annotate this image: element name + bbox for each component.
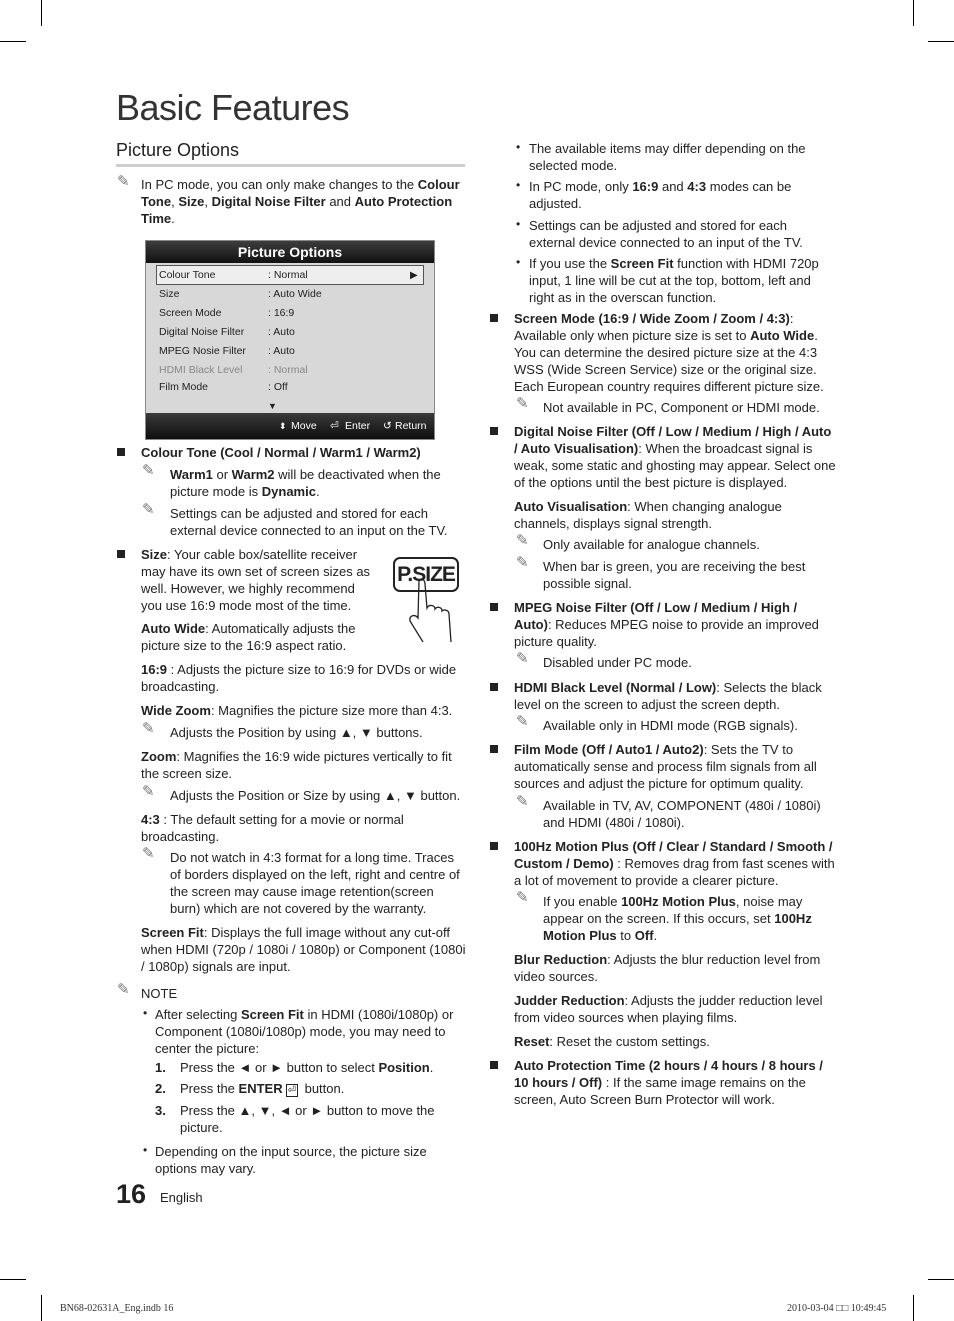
- page-number: 16: [116, 1179, 147, 1209]
- picture-options-osd: [145, 240, 435, 440]
- osd-row[interactable]: Film Mode : Off: [159, 381, 288, 393]
- bullet-dot-icon: •: [143, 1006, 148, 1020]
- motion-plus-note: If you enable 100Hz Motion Plus, noise may appear on the screen. If this occurs, set 100Hz Motion Plus to Off.: [543, 894, 812, 943]
- move-label: Move: [291, 420, 317, 432]
- size-bullet: Settings can be adjusted and stored for each external device connected to an input of the TV.: [529, 218, 803, 250]
- page-language: English: [160, 1190, 203, 1205]
- step-text: Press the ▲, ▼, ◄ or ► button to move the picture.: [180, 1103, 435, 1135]
- bullet-dot-icon: •: [516, 217, 521, 231]
- section-heading: Picture Options: [116, 139, 465, 167]
- colour-tone-note: Warm1 or Warm2 will be deactivated when the picture mode is Dynamic.: [170, 467, 441, 499]
- note-pencil-icon: ✎: [142, 462, 155, 479]
- step-text: Press the ENTER ⏎ button.: [180, 1081, 345, 1096]
- wide-zoom-note: Adjusts the Position by using ▲, ▼ buttons.: [170, 725, 423, 740]
- blur-reduction-text: Blur Reduction: Adjusts the blur reduction level from video sources.: [514, 952, 821, 984]
- note-pencil-icon: ✎: [142, 720, 155, 737]
- hdmi-black-level-text: HDMI Black Level (Normal / Low): Selects the black level on the screen to adjust the screen depth.: [514, 680, 822, 712]
- size-bullet: The available items may differ depending on the selected mode.: [529, 141, 806, 173]
- scroll-down-icon[interactable]: ▼: [268, 401, 277, 411]
- note-pencil-icon: ✎: [516, 650, 529, 667]
- screen-mode-note: Not available in PC, Component or HDMI mode.: [543, 400, 820, 415]
- ratio-43-note: Do not watch in 4:3 format for a long time. Traces of borders displayed on the left, right and centre of the screen may cause image retention(screen burn) which are not covered by the warranty.: [170, 850, 460, 916]
- return-label: Return: [395, 420, 427, 432]
- size-bullet: In PC mode, only 16:9 and 4:3 modes can be adjusted.: [529, 179, 792, 211]
- bullet-dot-icon: •: [516, 255, 521, 269]
- arrow-right-icon: ▶: [410, 270, 418, 281]
- crop-mark: [913, 0, 914, 26]
- film-mode-note: Available in TV, AV, COMPONENT (480i / 1080i) and HDMI (480i / 1080i).: [543, 798, 821, 830]
- hdmi-note: Available only in HDMI mode (RGB signals).: [543, 718, 798, 733]
- auto-visualisation-note: When bar is green, you are receiving the best possible signal.: [543, 559, 806, 591]
- size-bullet: If you use the Screen Fit function with HDMI 720p input, 1 line will be cut at the top, bottom, left and right as in the overscan function.: [529, 256, 819, 305]
- digital-noise-filter-text: Digital Noise Filter (Off / Low / Medium / High / Auto / Auto Visualisation): When the broadcast signal is weak, some static and ghosting may appear. Select one of the options until the best picture is displayed.: [514, 424, 836, 490]
- size-text: Size: Your cable box/satellite receiver may have its own set of screen sizes as well. However, we highly recommend you use 16:9 mode most of the time.: [141, 547, 371, 613]
- reset-text: Reset: Reset the custom settings.: [514, 1034, 710, 1049]
- osd-footer: [146, 413, 434, 439]
- osd-row[interactable]: Digital Noise Filter : Auto: [159, 326, 295, 338]
- bullet-square-icon: [490, 745, 498, 753]
- note-bullet: Depending on the input source, the picture size options may vary.: [155, 1144, 427, 1176]
- judder-reduction-text: Judder Reduction: Adjusts the judder reduction level from video sources when playing films.: [514, 993, 823, 1025]
- osd-title: Picture Options: [146, 241, 434, 263]
- auto-wide-text: Auto Wide: Automatically adjusts the picture size to the 16:9 aspect ratio.: [141, 621, 356, 653]
- note-pencil-icon: ✎: [516, 532, 529, 549]
- step-number: 2.: [155, 1081, 166, 1096]
- crop-mark: [41, 0, 42, 26]
- note-pencil-icon: ✎: [117, 981, 130, 998]
- bullet-dot-icon: •: [516, 140, 521, 154]
- enter-icon: ⏎: [287, 1085, 296, 1096]
- mpeg-note: Disabled under PC mode.: [543, 655, 692, 670]
- bullet-dot-icon: •: [516, 178, 521, 192]
- print-date-info: 2010-03-04 □□ 10:49:45: [787, 1303, 887, 1314]
- zoom-text: Zoom: Magnifies the 16:9 wide pictures vertically to fit the screen size.: [141, 749, 452, 781]
- bullet-square-icon: [490, 314, 498, 322]
- crop-mark: [0, 1279, 26, 1280]
- note-pencil-icon: ✎: [142, 783, 155, 800]
- osd-row[interactable]: Screen Mode : 16:9: [159, 307, 295, 319]
- step-number: 3.: [155, 1103, 166, 1118]
- osd-row-disabled: HDMI Black Level : Normal: [159, 364, 308, 376]
- ratio-43-text: 4:3 : The default setting for a movie or normal broadcasting.: [141, 812, 404, 844]
- return-icon: ↺: [383, 420, 392, 432]
- note-bullet: After selecting Screen Fit in HDMI (1080i/1080p) or Component (1080i/1080p) mode, you may need to center the picture:: [155, 1007, 454, 1056]
- motion-plus-text: 100Hz Motion Plus (Off / Clear / Standard / Smooth / Custom / Demo) : Removes drag from fast scenes with a lot of movement to provide a clearer picture.: [514, 839, 835, 888]
- screen-fit-text: Screen Fit: Displays the full image without any cut-off when HDMI (720p / 1080i / 1080p) or Component (1080i / 1080p) signals are input.: [141, 925, 466, 974]
- note-pencil-icon: ✎: [117, 173, 130, 190]
- step-text: Press the ◄ or ► button to select Position.: [180, 1060, 434, 1075]
- auto-visualisation-note: Only available for analogue channels.: [543, 537, 760, 552]
- auto-protection-time-text: Auto Protection Time (2 hours / 4 hours / 8 hours / 10 hours / Off) : If the same image remains on the screen, Auto Screen Burn Protector will work.: [514, 1058, 823, 1107]
- crop-mark: [0, 41, 26, 42]
- intro-note: In PC mode, you can only make changes to the Colour Tone, Size, Digital Noise Filter and Auto Protection Time.: [141, 177, 460, 226]
- auto-visualisation-text: Auto Visualisation: When changing analogue channels, displays signal strength.: [514, 499, 782, 531]
- print-file-info: BN68-02631A_Eng.indb 16: [60, 1303, 174, 1314]
- bullet-square-icon: [490, 427, 498, 435]
- bullet-square-icon: [490, 1061, 498, 1069]
- colour-tone-note: Settings can be adjusted and stored for each external device connected to an input on the TV.: [170, 506, 448, 538]
- note-pencil-icon: ✎: [516, 554, 529, 571]
- note-label: NOTE: [141, 986, 178, 1001]
- move-arrows-icon: ⬍: [279, 421, 287, 431]
- wide-zoom-text: Wide Zoom: Magnifies the picture size more than 4:3.: [141, 703, 453, 718]
- crop-mark: [913, 1295, 914, 1321]
- ratio-169-text: 16:9 : Adjusts the picture size to 16:9 for DVDs or wide broadcasting.: [141, 662, 457, 694]
- step-number: 1.: [155, 1060, 166, 1075]
- film-mode-text: Film Mode (Off / Auto1 / Auto2): Sets the TV to automatically sense and process film signals from all sources and adjust the picture for optimum quality.: [514, 742, 817, 791]
- bullet-square-icon: [490, 683, 498, 691]
- crop-mark: [928, 41, 954, 42]
- note-pencil-icon: ✎: [142, 501, 155, 518]
- osd-row[interactable]: Size : Auto Wide: [159, 288, 322, 300]
- zoom-note: Adjusts the Position or Size by using ▲, ▼ button.: [170, 788, 461, 803]
- colour-tone-heading: Colour Tone (Cool / Normal / Warm1 / Warm2): [141, 445, 421, 460]
- osd-row[interactable]: Colour Tone : Normal: [159, 269, 308, 281]
- note-pencil-icon: ✎: [516, 713, 529, 730]
- mpeg-noise-filter-text: MPEG Noise Filter (Off / Low / Medium / High / Auto): Reduces MPEG noise to provide an improved picture quality.: [514, 600, 819, 649]
- bullet-square-icon: [490, 842, 498, 850]
- note-pencil-icon: ✎: [516, 395, 529, 412]
- crop-mark: [928, 1279, 954, 1280]
- note-pencil-icon: ✎: [516, 793, 529, 810]
- bullet-square-icon: [490, 603, 498, 611]
- page-title: Basic Features: [116, 87, 350, 128]
- crop-mark: [41, 1295, 42, 1321]
- psize-button: P.SIZE: [393, 557, 459, 592]
- note-pencil-icon: ✎: [142, 845, 155, 862]
- screen-mode-text: Screen Mode (16:9 / Wide Zoom / Zoom / 4:3): Available only when picture size is set to Auto Wide. You can determine the desired picture size at the 4:3 WSS (Wide Screen Service) size or the original size. Each European country requires different picture size.: [514, 311, 824, 394]
- enter-label: Enter: [345, 420, 371, 432]
- bullet-dot-icon: •: [143, 1143, 148, 1157]
- bullet-square-icon: [117, 550, 125, 558]
- enter-icon: ⏎: [330, 420, 339, 432]
- pointing-hand-icon: [405, 578, 460, 644]
- osd-row[interactable]: MPEG Nosie Filter : Auto: [159, 345, 295, 357]
- note-pencil-icon: ✎: [516, 889, 529, 906]
- bullet-square-icon: [117, 448, 125, 456]
